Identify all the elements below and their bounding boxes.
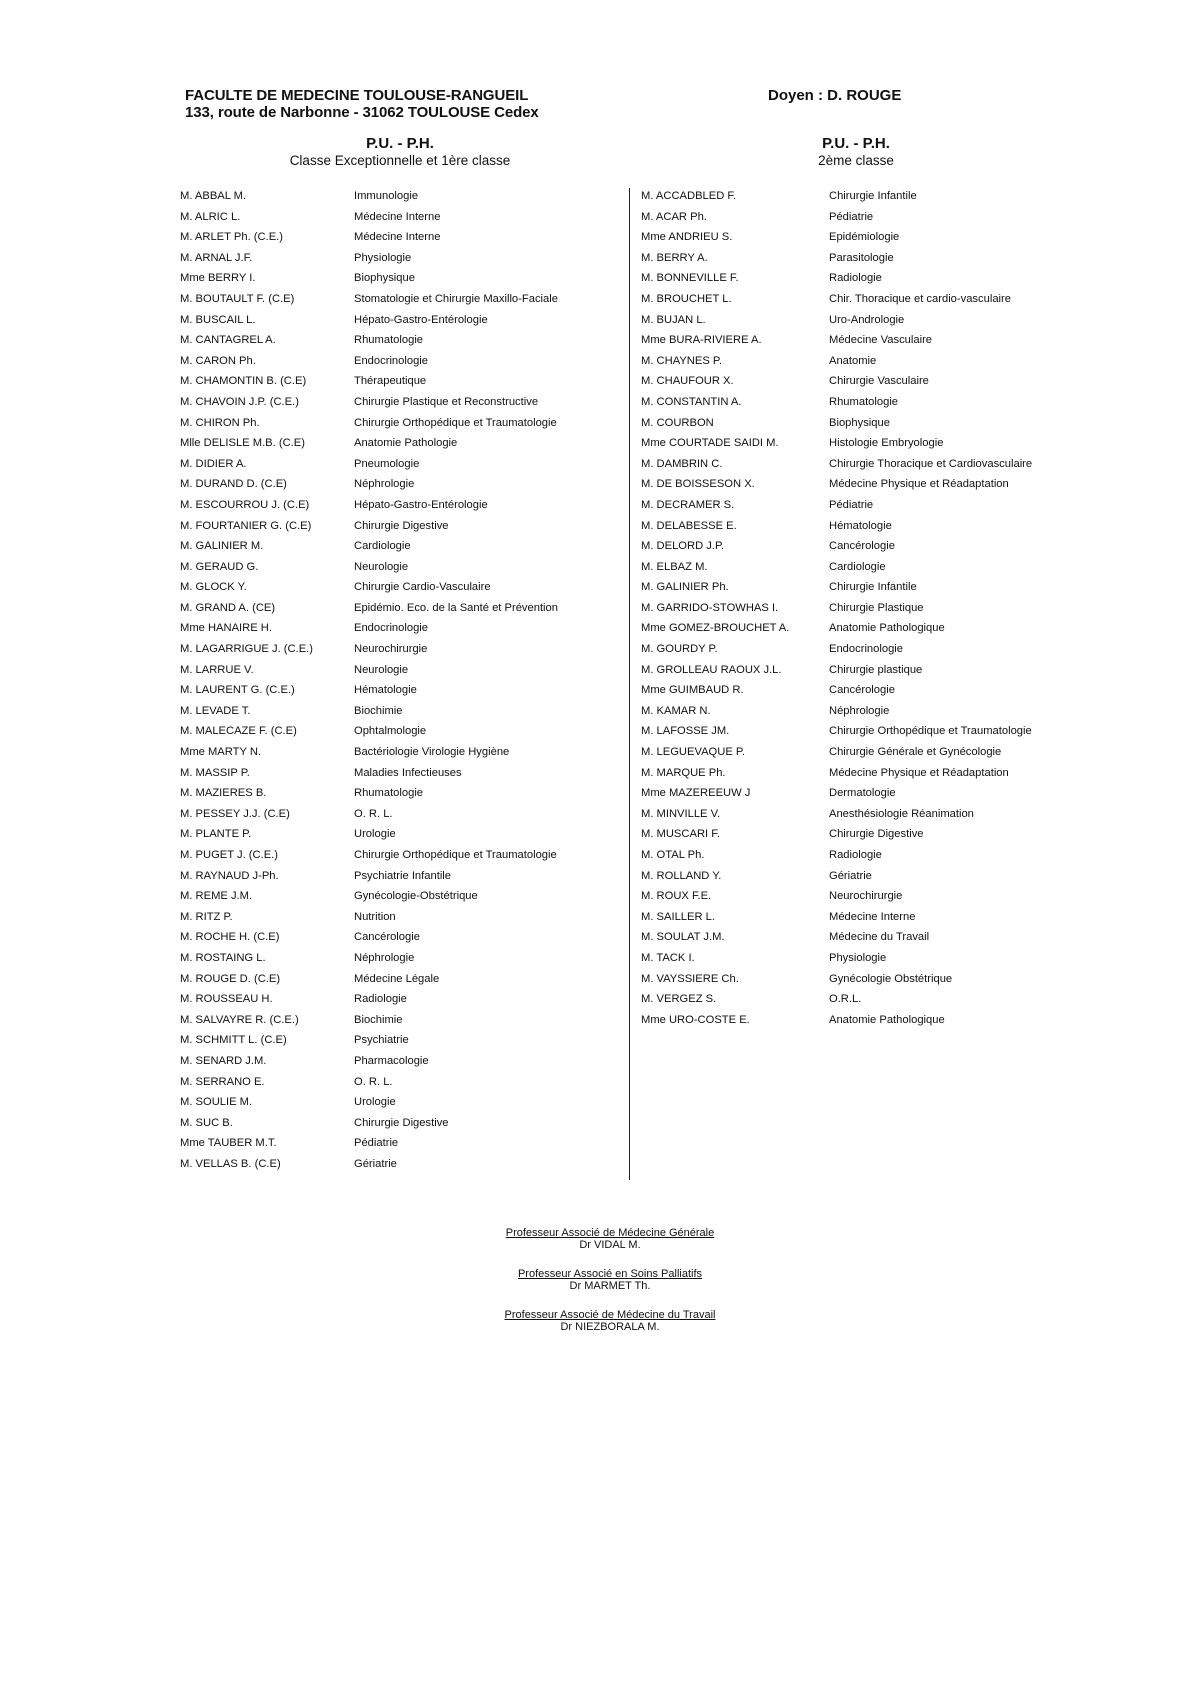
staff-row [641, 618, 1061, 639]
faculty-header [185, 87, 539, 121]
staff-specialty: Biophysique [354, 272, 415, 285]
staff-row [180, 433, 620, 454]
staff-name: M. ALRIC L. [180, 210, 241, 223]
staff-specialty: Endocrinologie [354, 354, 429, 367]
staff-row [180, 721, 620, 742]
staff-name: Mme GUIMBAUD R. [641, 684, 744, 697]
staff-name: M. MUSCARI F. [641, 828, 720, 841]
staff-name: M. TACK I. [641, 951, 695, 964]
staff-name: M. ROUX F.E. [641, 890, 712, 903]
column-divider [629, 188, 630, 1180]
staff-name: M. VAYSSIERE Ch. [641, 972, 739, 985]
staff-name: M. MINVILLE V. [641, 807, 721, 820]
staff-specialty: Chirurgie Vasculaire [829, 375, 929, 388]
staff-row [641, 660, 1061, 681]
staff-name: M. BROUCHET L. [641, 292, 732, 305]
staff-name: Mme TAUBER M.T. [180, 1137, 277, 1150]
staff-specialty: Cardiologie [354, 540, 411, 553]
staff-row [641, 845, 1061, 866]
staff-row [641, 783, 1061, 804]
staff-row [180, 1154, 620, 1175]
faculty-name: FACULTE DE MEDECINE TOULOUSE-RANGUEIL [185, 87, 529, 104]
staff-row [641, 330, 1061, 351]
staff-row [641, 1010, 1061, 1031]
staff-name: M. FOURTANIER G. (C.E) [180, 519, 312, 532]
staff-specialty: Chirurgie Cardio-Vasculaire [354, 581, 491, 594]
staff-specialty: Rhumatologie [354, 334, 424, 347]
associate-entry [395, 1227, 825, 1251]
right-column-header [756, 135, 956, 169]
staff-name: M. ESCOURROU J. (C.E) [180, 498, 310, 511]
staff-specialty: Dermatologie [829, 787, 896, 800]
staff-row [641, 742, 1061, 763]
staff-name: M. SUC B. [180, 1116, 233, 1129]
staff-specialty: Urologie [354, 828, 396, 841]
staff-name: M. GROLLEAU RAOUX J.L. [641, 663, 782, 676]
staff-row [180, 207, 620, 228]
staff-name: Mme BERRY I. [180, 272, 256, 285]
staff-name: M. ROSTAING L. [180, 951, 266, 964]
staff-specialty: Gynécologie Obstétrique [829, 972, 953, 985]
staff-name: M. RAYNAUD J-Ph. [180, 869, 279, 882]
staff-specialty: Gériatrie [829, 869, 872, 882]
staff-specialty: Pneumologie [354, 457, 420, 470]
staff-row [180, 1113, 620, 1134]
staff-specialty: Chirurgie plastique [829, 663, 923, 676]
staff-specialty: Stomatologie et Chirurgie Maxillo-Faciale [354, 292, 558, 305]
staff-row [180, 701, 620, 722]
staff-name: M. DAMBRIN C. [641, 457, 723, 470]
left-staff-list [180, 186, 620, 1175]
staff-specialty: Radiologie [829, 849, 882, 861]
staff-row [641, 804, 1061, 825]
staff-row [641, 392, 1061, 413]
staff-row [641, 763, 1061, 784]
staff-specialty: Hépato-Gastro-Entérologie [354, 498, 488, 511]
associate-name: Dr VIDAL M. [579, 1239, 641, 1251]
staff-name: M. GRAND A. (CE) [180, 601, 276, 614]
staff-name: M. CHAUFOUR X. [641, 375, 734, 388]
staff-row [180, 1051, 620, 1072]
staff-row [641, 907, 1061, 928]
staff-name: M. ARNAL J.F. [180, 251, 253, 264]
staff-row [641, 248, 1061, 269]
staff-specialty: Pédiatrie [354, 1137, 399, 1150]
staff-name: Mme MAZEREEUW J [641, 787, 751, 800]
staff-name: M. LAURENT G. (C.E.) [180, 684, 295, 697]
staff-name: M. GALINIER Ph. [641, 581, 729, 594]
staff-row [180, 886, 620, 907]
staff-row [641, 186, 1061, 207]
staff-row [180, 392, 620, 413]
staff-name: M. ARLET Ph. (C.E.) [180, 231, 283, 244]
staff-specialty: Pédiatrie [829, 210, 874, 223]
staff-row [180, 804, 620, 825]
staff-specialty: Rhumatologie [829, 395, 899, 408]
staff-row [641, 927, 1061, 948]
staff-specialty: Physiologie [829, 951, 887, 964]
staff-row [641, 886, 1061, 907]
staff-specialty: Cancérologie [354, 931, 420, 944]
staff-specialty: Epidémiologie [829, 231, 900, 244]
staff-row [641, 557, 1061, 578]
staff-specialty: Chir. Thoracique et cardio-vasculaire [829, 292, 1011, 305]
staff-row [641, 577, 1061, 598]
staff-specialty: Bactériologie Virologie Hygiène [354, 746, 510, 759]
staff-specialty: Histologie Embryologie [829, 437, 944, 450]
staff-specialty: Physiologie [354, 251, 412, 264]
staff-row [180, 351, 620, 372]
staff-specialty: Epidémio. Eco. de la Santé et Prévention [354, 601, 558, 614]
staff-row [641, 474, 1061, 495]
staff-specialty: Radiologie [829, 272, 882, 285]
staff-specialty: Neurochirurgie [829, 890, 903, 903]
staff-specialty: Thérapeutique [354, 375, 427, 388]
staff-specialty: Chirurgie Plastique et Reconstructive [354, 395, 539, 408]
staff-row [180, 969, 620, 990]
staff-name: Mme MARTY N. [180, 746, 262, 759]
right-column-title: P.U. - P.H. [822, 135, 890, 152]
staff-name: M. DIDIER A. [180, 457, 247, 470]
staff-row [180, 948, 620, 969]
staff-specialty: Maladies Infectieuses [354, 766, 462, 779]
staff-specialty: Médecine Interne [354, 231, 441, 244]
left-column-subtitle: Classe Exceptionnelle et 1ère classe [289, 153, 511, 168]
staff-name: M. SOULIE M. [180, 1096, 253, 1109]
staff-name: M. KAMAR N. [641, 704, 711, 717]
staff-name: M. ABBAL M. [180, 190, 247, 202]
staff-name: M. PLANTE P. [180, 828, 252, 841]
staff-name: M. DELORD J.P. [641, 540, 725, 553]
staff-specialty: Médecine Interne [829, 910, 916, 923]
staff-specialty: Médecine Physique et Réadaptation [829, 478, 1009, 491]
staff-specialty: Médecine du Travail [829, 931, 930, 944]
staff-row [180, 598, 620, 619]
staff-name: M. BUSCAIL L. [180, 313, 256, 326]
staff-specialty: Chirurgie Digestive [354, 519, 449, 532]
staff-name: M. CHAYNES P. [641, 354, 723, 367]
staff-name: M. BONNEVILLE F. [641, 272, 739, 285]
staff-specialty: Chirurgie Plastique [829, 601, 924, 614]
staff-name: M. DE BOISSESON X. [641, 478, 755, 491]
staff-name: M. SCHMITT L. (C.E) [180, 1034, 287, 1047]
staff-specialty: Médecine Légale [354, 972, 440, 985]
staff-row [180, 1092, 620, 1113]
staff-specialty: Néphrologie [354, 951, 415, 964]
staff-specialty: Radiologie [354, 993, 407, 1006]
staff-row [641, 268, 1061, 289]
staff-row [180, 1030, 620, 1051]
staff-row [180, 618, 620, 639]
staff-row [180, 639, 620, 660]
staff-name: M. ROUSSEAU H. [180, 993, 273, 1006]
staff-row [180, 289, 620, 310]
staff-row [641, 721, 1061, 742]
staff-row [180, 927, 620, 948]
staff-specialty: Anatomie [829, 354, 877, 367]
associate-entry [395, 1309, 825, 1333]
staff-specialty: Chirurgie Orthopédique et Traumatologie [829, 725, 1032, 738]
staff-name: M. CHAVOIN J.P. (C.E.) [180, 395, 299, 408]
staff-specialty: O. R. L. [354, 807, 393, 820]
staff-name: M. ROUGE D. (C.E) [180, 972, 281, 985]
staff-specialty: Chirurgie Thoracique et Cardiovasculaire [829, 457, 1033, 470]
staff-specialty: Immunologie [354, 190, 419, 202]
staff-name: M. LAFOSSE JM. [641, 725, 730, 738]
staff-row [180, 1133, 620, 1154]
staff-name: Mme ANDRIEU S. [641, 231, 733, 244]
staff-name: M. SENARD J.M. [180, 1054, 267, 1067]
staff-row [641, 639, 1061, 660]
staff-row [180, 845, 620, 866]
staff-name: M. COURBON [641, 416, 714, 429]
staff-row [180, 1072, 620, 1093]
staff-name: M. BUJAN L. [641, 313, 706, 326]
staff-name: M. MALECAZE F. (C.E) [180, 725, 297, 738]
staff-name: Mme HANAIRE H. [180, 622, 272, 635]
staff-specialty: Cancérologie [829, 684, 895, 697]
left-column-header [225, 135, 575, 169]
staff-row [180, 413, 620, 434]
staff-row [180, 268, 620, 289]
staff-name: M. SOULAT J.M. [641, 931, 725, 944]
staff-name: M. ROCHE H. (C.E) [180, 931, 280, 944]
staff-specialty: Médecine Interne [354, 210, 441, 223]
staff-name: M. MAZIERES B. [180, 787, 267, 800]
staff-name: M. LAGARRIGUE J. (C.E.) [180, 643, 314, 656]
associate-name: Dr NIEZBORALA M. [560, 1321, 660, 1333]
right-staff-list [641, 186, 1061, 1030]
staff-row [180, 227, 620, 248]
staff-row [641, 495, 1061, 516]
staff-specialty: Chirurgie Digestive [354, 1116, 449, 1129]
staff-specialty: Pédiatrie [829, 498, 874, 511]
faculty-address: 133, route de Narbonne - 31062 TOULOUSE Cedex [185, 104, 539, 121]
staff-name: Mme GOMEZ-BROUCHET A. [641, 622, 790, 635]
staff-name: M. CARON Ph. [180, 354, 256, 367]
associate-title: Professeur Associé de Médecine du Travail [504, 1309, 716, 1321]
staff-specialty: Chirurgie Orthopédique et Traumatologie [354, 849, 557, 861]
staff-specialty: Rhumatologie [354, 787, 424, 800]
staff-name: M. ELBAZ M. [641, 560, 708, 573]
staff-name: M. SERRANO E. [180, 1075, 265, 1088]
staff-specialty: Endocrinologie [829, 643, 904, 656]
staff-specialty: Psychiatrie Infantile [354, 869, 452, 882]
staff-row [641, 310, 1061, 331]
associate-title: Professeur Associé en Soins Palliatifs [517, 1268, 703, 1280]
staff-specialty: Biophysique [829, 416, 890, 429]
staff-row [180, 557, 620, 578]
staff-row [641, 289, 1061, 310]
staff-name: M. MARQUE Ph. [641, 766, 726, 779]
staff-row [180, 989, 620, 1010]
staff-name: M. CONSTANTIN A. [641, 395, 742, 408]
staff-specialty: Neurochirurgie [354, 643, 428, 656]
staff-row [641, 516, 1061, 537]
staff-specialty: Néphrologie [829, 704, 890, 717]
staff-name: M. LEVADE T. [180, 704, 251, 717]
staff-row [180, 371, 620, 392]
staff-row [180, 1010, 620, 1031]
staff-specialty: Médecine Vasculaire [829, 334, 933, 347]
staff-specialty: Biochimie [354, 704, 403, 717]
staff-row [641, 207, 1061, 228]
staff-name: M. OTAL Ph. [641, 849, 705, 861]
staff-specialty: Cardiologie [829, 560, 886, 573]
staff-name: Mme BURA-RIVIERE A. [641, 334, 762, 347]
staff-row [641, 413, 1061, 434]
staff-specialty: Néphrologie [354, 478, 415, 491]
staff-specialty: Médecine Physique et Réadaptation [829, 766, 1009, 779]
staff-name: M. CHAMONTIN B. (C.E) [180, 375, 307, 388]
dean-label: Doyen : D. ROUGE [768, 87, 902, 104]
associate-entry [395, 1268, 825, 1292]
staff-name: M. GALINIER M. [180, 540, 264, 553]
staff-specialty: Chirurgie Digestive [829, 828, 924, 841]
staff-name: M. CHIRON Ph. [180, 416, 260, 429]
staff-specialty: Cancérologie [829, 540, 895, 553]
staff-row [180, 660, 620, 681]
staff-name: M. VELLAS B. (C.E) [180, 1157, 281, 1170]
staff-row [180, 536, 620, 557]
staff-row [180, 742, 620, 763]
staff-name: M. BERRY A. [641, 251, 708, 264]
staff-specialty: Neurologie [354, 663, 409, 676]
staff-name: Mme URO-COSTE E. [641, 1013, 750, 1026]
associate-name: Dr MARMET Th. [569, 1280, 651, 1292]
staff-specialty: O. R. L. [354, 1075, 393, 1088]
staff-specialty: Ophtalmologie [354, 725, 427, 738]
staff-row [180, 454, 620, 475]
staff-name: Mlle DELISLE M.B. (C.E) [180, 437, 305, 450]
staff-name: M. DECRAMER S. [641, 498, 735, 511]
staff-row [641, 454, 1061, 475]
staff-row [180, 310, 620, 331]
staff-name: M. LEGUEVAQUE P. [641, 746, 746, 759]
staff-specialty: Hépato-Gastro-Entérologie [354, 313, 488, 326]
staff-row [641, 433, 1061, 454]
staff-specialty: Chirurgie Infantile [829, 190, 917, 202]
staff-specialty: Chirurgie Infantile [829, 581, 917, 594]
staff-name: M. SALVAYRE R. (C.E.) [180, 1013, 299, 1026]
staff-name: M. ACCADBLED F. [641, 190, 737, 202]
staff-name: M. LARRUE V. [180, 663, 254, 676]
staff-name: Mme COURTADE SAIDI M. [641, 437, 779, 450]
staff-name: M. PUGET J. (C.E.) [180, 849, 278, 861]
staff-name: M. REME J.M. [180, 890, 253, 903]
staff-specialty: Anatomie Pathologique [829, 1013, 945, 1026]
staff-name: M. GERAUD G. [180, 560, 259, 573]
staff-name: M. CANTAGREL A. [180, 334, 276, 347]
staff-name: M. GLOCK Y. [180, 581, 247, 594]
staff-row [641, 989, 1061, 1010]
staff-name: M. GARRIDO-STOWHAS I. [641, 601, 779, 614]
staff-specialty: O.R.L. [829, 993, 862, 1006]
staff-row [180, 330, 620, 351]
staff-row [641, 371, 1061, 392]
staff-specialty: Gynécologie-Obstétrique [354, 890, 478, 903]
staff-specialty: Anatomie Pathologique [829, 622, 945, 635]
staff-name: M. MASSIP P. [180, 766, 250, 779]
staff-row [641, 227, 1061, 248]
staff-row [641, 598, 1061, 619]
staff-row [180, 824, 620, 845]
staff-name: M. ROLLAND Y. [641, 869, 722, 882]
staff-name: M. PESSEY J.J. (C.E) [180, 807, 290, 820]
staff-specialty: Biochimie [354, 1013, 403, 1026]
staff-row [641, 969, 1061, 990]
staff-specialty: Uro-Andrologie [829, 313, 905, 326]
staff-row [180, 577, 620, 598]
staff-name: M. DURAND D. (C.E) [180, 478, 287, 491]
right-column-subtitle: 2ème classe [818, 153, 894, 168]
staff-row [180, 248, 620, 269]
staff-row [641, 351, 1061, 372]
staff-specialty: Gériatrie [354, 1157, 397, 1170]
staff-specialty: Parasitologie [829, 251, 894, 264]
staff-specialty: Hématologie [354, 684, 417, 697]
staff-row [180, 680, 620, 701]
staff-name: M. SAILLER L. [641, 910, 715, 923]
staff-name: M. DELABESSE E. [641, 519, 737, 532]
staff-row [180, 763, 620, 784]
staff-specialty: Urologie [354, 1096, 396, 1109]
staff-specialty: Endocrinologie [354, 622, 429, 635]
staff-specialty: Psychiatrie [354, 1034, 409, 1047]
staff-row [641, 824, 1061, 845]
staff-row [641, 948, 1061, 969]
staff-row [180, 866, 620, 887]
associate-title: Professeur Associé de Médecine Générale [505, 1227, 715, 1239]
staff-row [180, 783, 620, 804]
staff-row [641, 866, 1061, 887]
staff-row [641, 701, 1061, 722]
staff-specialty: Neurologie [354, 560, 409, 573]
staff-name: M. ACAR Ph. [641, 210, 707, 223]
staff-name: M. BOUTAULT F. (C.E) [180, 292, 295, 305]
staff-specialty: Chirurgie Générale et Gynécologie [829, 746, 1002, 759]
staff-specialty: Anatomie Pathologie [354, 437, 458, 450]
staff-specialty: Pharmacologie [354, 1054, 429, 1067]
staff-name: M. GOURDY P. [641, 643, 718, 656]
staff-row [641, 536, 1061, 557]
staff-row [641, 680, 1061, 701]
staff-name: M. RITZ P. [180, 910, 233, 923]
staff-row [180, 516, 620, 537]
staff-specialty: Nutrition [354, 910, 396, 923]
staff-specialty: Chirurgie Orthopédique et Traumatologie [354, 416, 557, 429]
left-column-title: P.U. - P.H. [366, 135, 434, 152]
staff-row [180, 495, 620, 516]
staff-specialty: Hématologie [829, 519, 892, 532]
staff-row [180, 474, 620, 495]
staff-row [180, 186, 620, 207]
staff-name: M. VERGEZ S. [641, 993, 717, 1006]
staff-specialty: Anesthésiologie Réanimation [829, 807, 974, 820]
staff-row [180, 907, 620, 928]
